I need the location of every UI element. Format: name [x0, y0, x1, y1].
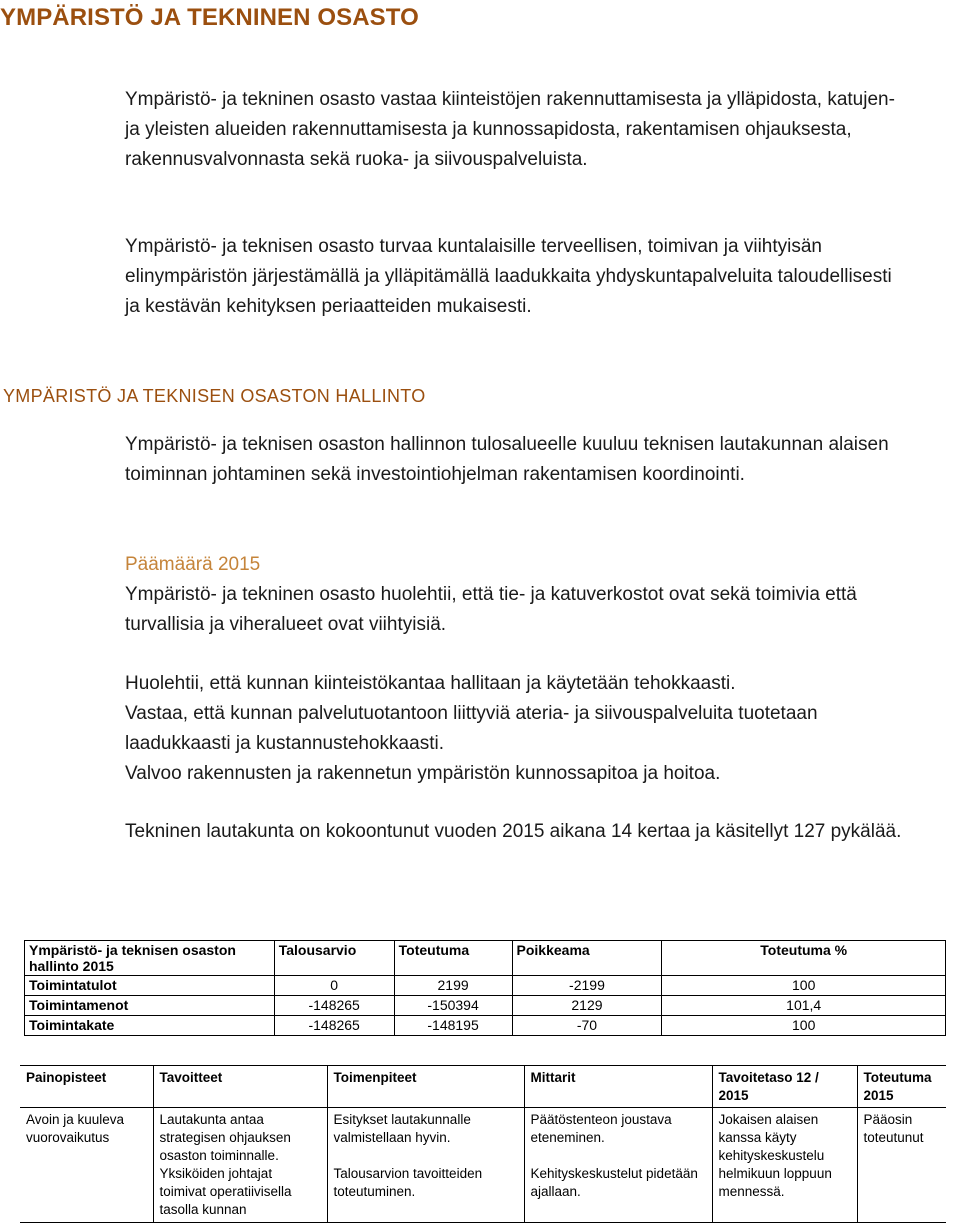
- table-cell: -150394: [394, 996, 512, 1016]
- tasks-section: [125, 669, 905, 789]
- table-row: [25, 1016, 946, 1036]
- goals-header-target-level: Tavoitetaso 12 / 2015: [712, 1066, 857, 1108]
- budget-header-budget: Talousarvio: [274, 941, 394, 976]
- table-cell: Lautakunta antaa strategisen ohjauksen osaston toiminnalle. Yksiköiden johtajat toimivat operatiivisella tasolla kunnan: [153, 1108, 327, 1223]
- table-cell: -148195: [394, 1016, 512, 1036]
- table-cell: 101,4: [662, 996, 946, 1016]
- table-cell: -148265: [274, 996, 394, 1016]
- admin-paragraph: [125, 430, 905, 490]
- budget-table: [24, 940, 946, 1036]
- table-cell: 0: [274, 976, 394, 996]
- table-row: [25, 996, 946, 1016]
- task-item: Vastaa, että kunnan palvelutuotantoon liittyviä ateria- ja siivouspalveluita tuotetaan laadukkaasti ja kustannustehokkaasti.: [125, 703, 818, 754]
- table-cell: 2129: [512, 996, 662, 1016]
- table-cell: -70: [512, 1016, 662, 1036]
- table-cell: 100: [662, 1016, 946, 1036]
- intro-text-1: Ympäristö- ja tekninen osasto vastaa kiinteistöjen rakennuttamisesta ja ylläpidosta, katujen- ja yleisten alueiden rakennuttamisesta ja kunnossapidosta, rakentamisen ohjauksesta, rakennusvalvonnasta sekä ruoka- ja siivouspalveluista.: [125, 89, 895, 170]
- table-cell: Pääosin toteutunut: [857, 1108, 946, 1223]
- task-item: Valvoo rakennusten ja rakennetun ympäristön kunnossapitoa ja hoitoa.: [125, 763, 721, 784]
- budget-header-actual: Toteutuma: [394, 941, 512, 976]
- goals-header-result: Toteutuma 2015: [857, 1066, 946, 1108]
- budget-header-row: [25, 941, 946, 976]
- goal-text: Ympäristö- ja tekninen osasto huolehtii, että tie- ja katuverkostot ovat sekä toimivia että turvallisia ja viheralueet ovat viihtyisiä.: [125, 584, 857, 635]
- budget-header-percent: Toteutuma %: [662, 941, 946, 976]
- intro-paragraph-2: [125, 232, 905, 322]
- intro-paragraph-1: [125, 85, 905, 175]
- budget-header-name: Ympäristö- ja teknisen osaston hallinto 2015: [25, 941, 275, 976]
- table-cell: Esitykset lautakunnalle valmistellaan hyvin. Talousarvion tavoitteiden toteutuminen.: [327, 1108, 524, 1223]
- goals-header-metrics: Mittarit: [524, 1066, 712, 1108]
- table-row: [20, 1108, 946, 1223]
- goals-header-targets: Tavoitteet: [153, 1066, 327, 1108]
- intro-text-2: Ympäristö- ja teknisen osasto turvaa kuntalaisille terveellisen, toimivan ja viihtyisän elinympäristön järjestämällä ja ylläpitämällä laadukkaita yhdyskuntapalveluita taloudellisesti ja kestävän kehityksen periaatteiden mukaisesti.: [125, 236, 892, 317]
- table-cell: -148265: [274, 1016, 394, 1036]
- table-cell: Toimintakate: [25, 1016, 275, 1036]
- meetings-text: Tekninen lautakunta on kokoontunut vuoden 2015 aikana 14 kertaa ja käsitellyt 127 pykälää.: [125, 821, 902, 842]
- goal-section: [125, 550, 905, 640]
- table-cell: Toimintamenot: [25, 996, 275, 1016]
- goals-header-row: [20, 1066, 946, 1108]
- table-cell: Jokaisen alaisen kanssa käyty kehityskeskustelu helmikuun loppuun mennessä.: [712, 1108, 857, 1223]
- section-heading: YMPÄRISTÖ JA TEKNISEN OSASTON HALLINTO: [3, 386, 426, 406]
- goals-header-focus: Painopisteet: [20, 1066, 153, 1108]
- goals-table: [20, 1065, 946, 1223]
- budget-header-deviation: Poikkeama: [512, 941, 662, 976]
- table-cell: Päätöstenteon joustava eteneminen. Kehityskeskustelut pidetään ajallaan.: [524, 1108, 712, 1223]
- goal-title: Päämäärä 2015: [125, 554, 261, 575]
- page-title: YMPÄRISTÖ JA TEKNINEN OSASTO: [0, 4, 419, 31]
- table-cell: Avoin ja kuuleva vuorovaikutus: [20, 1108, 153, 1223]
- table-cell: Toimintatulot: [25, 976, 275, 996]
- goals-header-actions: Toimenpiteet: [327, 1066, 524, 1108]
- table-cell: 100: [662, 976, 946, 996]
- table-cell: -2199: [512, 976, 662, 996]
- table-row: [25, 976, 946, 996]
- task-item: Huolehtii, että kunnan kiinteistökantaa hallitaan ja käytetään tehokkaasti.: [125, 673, 736, 694]
- admin-text: Ympäristö- ja teknisen osaston hallinnon tulosalueelle kuuluu teknisen lautakunnan alaisen toiminnan johtaminen sekä investointiohjelman rakentamisen koordinointi.: [125, 434, 889, 485]
- meetings-paragraph: [125, 817, 905, 847]
- table-cell: 2199: [394, 976, 512, 996]
